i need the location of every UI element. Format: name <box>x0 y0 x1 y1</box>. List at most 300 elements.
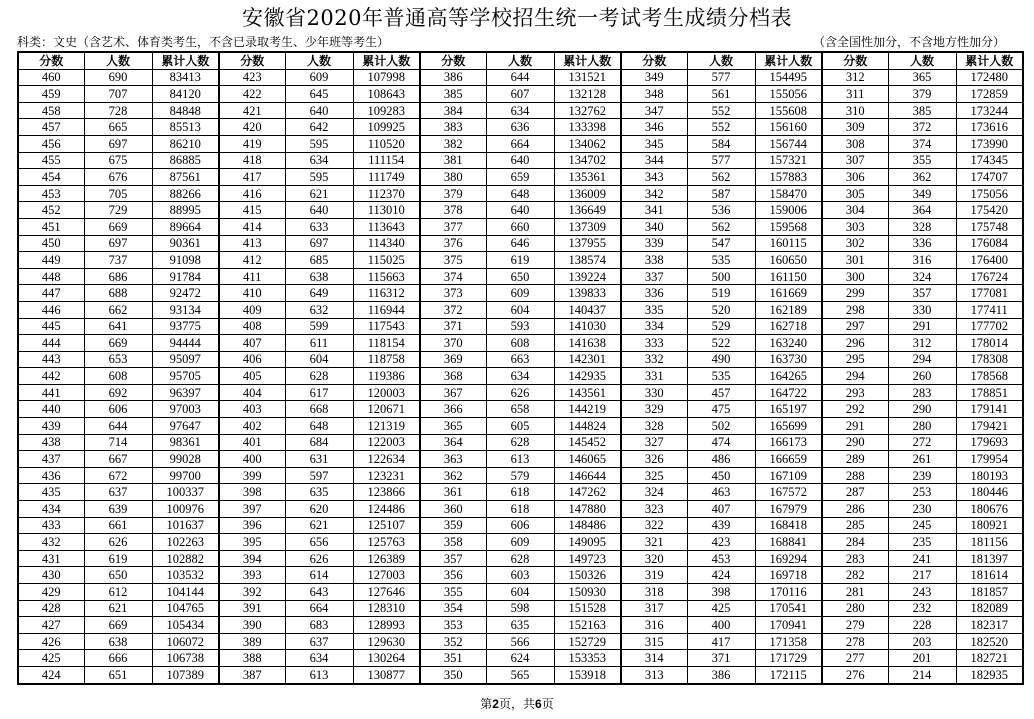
cumulative-cell: 87561 <box>152 169 219 186</box>
score-cell: 438 <box>18 434 84 451</box>
count-cell: 603 <box>486 567 554 584</box>
score-cell: 324 <box>621 484 687 501</box>
count-cell: 631 <box>285 451 353 468</box>
cumulative-cell: 122634 <box>353 451 420 468</box>
score-cell: 299 <box>822 285 888 302</box>
count-cell: 637 <box>84 484 152 501</box>
score-cell: 339 <box>621 235 687 252</box>
score-cell: 401 <box>219 434 285 451</box>
cumulative-header: 累计人数 <box>152 52 219 69</box>
count-cell: 618 <box>486 501 554 518</box>
count-cell: 349 <box>888 185 956 202</box>
count-cell: 675 <box>84 152 152 169</box>
cumulative-cell: 161150 <box>755 268 822 285</box>
count-cell: 316 <box>888 252 956 269</box>
score-cell: 307 <box>822 152 888 169</box>
score-cell: 393 <box>219 567 285 584</box>
cumulative-cell: 102263 <box>152 534 219 551</box>
cumulative-cell: 139833 <box>554 285 621 302</box>
cumulative-cell: 163730 <box>755 351 822 368</box>
score-cell: 381 <box>420 152 486 169</box>
cumulative-cell: 115025 <box>353 252 420 269</box>
cumulative-cell: 151528 <box>554 600 621 617</box>
count-cell: 641 <box>84 318 152 335</box>
cumulative-cell: 109283 <box>353 102 420 119</box>
cumulative-cell: 178308 <box>956 351 1023 368</box>
score-cell: 436 <box>18 467 84 484</box>
count-cell: 439 <box>687 517 755 534</box>
cumulative-cell: 182089 <box>956 600 1023 617</box>
score-cell: 293 <box>822 384 888 401</box>
score-cell: 394 <box>219 550 285 567</box>
cumulative-cell: 132128 <box>554 86 621 103</box>
table-row <box>18 584 1023 601</box>
cumulative-cell: 180676 <box>956 501 1023 518</box>
count-cell: 562 <box>687 218 755 235</box>
score-cell: 460 <box>18 69 84 86</box>
count-cell: 290 <box>888 401 956 418</box>
cumulative-cell: 177411 <box>956 301 1023 318</box>
cumulative-cell: 152729 <box>554 633 621 650</box>
cumulative-cell: 180921 <box>956 517 1023 534</box>
score-cell: 380 <box>420 169 486 186</box>
score-cell: 342 <box>621 185 687 202</box>
count-cell: 529 <box>687 318 755 335</box>
score-cell: 378 <box>420 202 486 219</box>
cumulative-cell: 155608 <box>755 102 822 119</box>
score-cell: 452 <box>18 202 84 219</box>
count-cell: 355 <box>888 152 956 169</box>
score-cell: 365 <box>420 418 486 435</box>
score-cell: 443 <box>18 351 84 368</box>
count-cell: 660 <box>486 218 554 235</box>
cumulative-cell: 123866 <box>353 484 420 501</box>
count-cell: 608 <box>84 368 152 385</box>
cumulative-cell: 158470 <box>755 185 822 202</box>
score-cell: 429 <box>18 584 84 601</box>
cumulative-cell: 99700 <box>152 467 219 484</box>
score-cell: 396 <box>219 517 285 534</box>
cumulative-cell: 164722 <box>755 384 822 401</box>
count-cell: 644 <box>486 69 554 86</box>
score-cell: 368 <box>420 368 486 385</box>
cumulative-cell: 171358 <box>755 633 822 650</box>
cumulative-cell: 173990 <box>956 135 1023 152</box>
score-cell: 289 <box>822 451 888 468</box>
count-cell: 371 <box>687 650 755 667</box>
cumulative-cell: 106738 <box>152 650 219 667</box>
cumulative-cell: 94444 <box>152 335 219 352</box>
count-cell: 662 <box>84 301 152 318</box>
table-row <box>18 517 1023 534</box>
score-cell: 304 <box>822 202 888 219</box>
cumulative-cell: 159568 <box>755 218 822 235</box>
score-cell: 369 <box>420 351 486 368</box>
table-row <box>18 534 1023 551</box>
score-cell: 284 <box>822 534 888 551</box>
score-cell: 371 <box>420 318 486 335</box>
score-cell: 367 <box>420 384 486 401</box>
cumulative-cell: 108643 <box>353 86 420 103</box>
cumulative-cell: 96397 <box>152 384 219 401</box>
table-row <box>18 119 1023 136</box>
footer-middle: 页，共 <box>498 697 535 711</box>
cumulative-cell: 126389 <box>353 550 420 567</box>
count-cell: 669 <box>84 335 152 352</box>
score-cell: 333 <box>621 335 687 352</box>
score-cell: 337 <box>621 268 687 285</box>
count-cell: 640 <box>486 152 554 169</box>
cumulative-cell: 172480 <box>956 69 1023 86</box>
score-cell: 319 <box>621 567 687 584</box>
cumulative-cell: 143561 <box>554 384 621 401</box>
score-cell: 419 <box>219 135 285 152</box>
cumulative-cell: 148486 <box>554 517 621 534</box>
count-cell: 407 <box>687 501 755 518</box>
cumulative-cell: 136649 <box>554 202 621 219</box>
count-cell: 667 <box>84 451 152 468</box>
count-cell: 728 <box>84 102 152 119</box>
score-cell: 312 <box>822 69 888 86</box>
cumulative-cell: 168418 <box>755 517 822 534</box>
table-row <box>18 202 1023 219</box>
score-cell: 326 <box>621 451 687 468</box>
count-cell: 598 <box>486 600 554 617</box>
score-cell: 457 <box>18 119 84 136</box>
count-cell: 417 <box>687 633 755 650</box>
cumulative-cell: 161669 <box>755 285 822 302</box>
cumulative-cell: 127003 <box>353 567 420 584</box>
count-cell: 683 <box>285 617 353 634</box>
table-row <box>18 633 1023 650</box>
score-cell: 309 <box>822 119 888 136</box>
count-cell: 714 <box>84 434 152 451</box>
cumulative-cell: 180193 <box>956 467 1023 484</box>
score-cell: 297 <box>822 318 888 335</box>
score-cell: 374 <box>420 268 486 285</box>
score-cell: 424 <box>18 666 84 683</box>
cumulative-cell: 150930 <box>554 584 621 601</box>
count-cell: 649 <box>285 285 353 302</box>
score-cell: 303 <box>822 218 888 235</box>
score-cell: 329 <box>621 401 687 418</box>
cumulative-cell: 142301 <box>554 351 621 368</box>
score-cell: 346 <box>621 119 687 136</box>
count-cell: 604 <box>486 301 554 318</box>
cumulative-cell: 95097 <box>152 351 219 368</box>
cumulative-cell: 171729 <box>755 650 822 667</box>
cumulative-cell: 177702 <box>956 318 1023 335</box>
score-cell: 383 <box>420 119 486 136</box>
cumulative-cell: 113010 <box>353 202 420 219</box>
cumulative-cell: 176724 <box>956 268 1023 285</box>
count-cell: 566 <box>486 633 554 650</box>
cumulative-cell: 93134 <box>152 301 219 318</box>
table-row <box>18 135 1023 152</box>
cumulative-cell: 99028 <box>152 451 219 468</box>
count-cell: 633 <box>285 218 353 235</box>
count-cell: 626 <box>84 534 152 551</box>
count-cell: 632 <box>285 301 353 318</box>
score-cell: 355 <box>420 584 486 601</box>
cumulative-cell: 132762 <box>554 102 621 119</box>
cumulative-cell: 155056 <box>755 86 822 103</box>
count-cell: 609 <box>486 285 554 302</box>
score-cell: 459 <box>18 86 84 103</box>
count-cell: 328 <box>888 218 956 235</box>
score-cell: 398 <box>219 484 285 501</box>
cumulative-cell: 95705 <box>152 368 219 385</box>
count-cell: 486 <box>687 451 755 468</box>
count-cell: 636 <box>486 119 554 136</box>
cumulative-cell: 179954 <box>956 451 1023 468</box>
count-cell: 203 <box>888 633 956 650</box>
cumulative-cell: 139224 <box>554 268 621 285</box>
score-cell: 352 <box>420 633 486 650</box>
total-page-count: 6 <box>535 697 542 711</box>
count-cell: 653 <box>84 351 152 368</box>
cumulative-cell: 167572 <box>755 484 822 501</box>
cumulative-cell: 146065 <box>554 451 621 468</box>
count-cell: 697 <box>84 235 152 252</box>
count-cell: 228 <box>888 617 956 634</box>
count-cell: 659 <box>486 169 554 186</box>
score-cell: 328 <box>621 418 687 435</box>
score-cell: 402 <box>219 418 285 435</box>
footer-suffix: 页 <box>541 697 554 711</box>
count-cell: 283 <box>888 384 956 401</box>
cumulative-cell: 179421 <box>956 418 1023 435</box>
count-cell: 261 <box>888 451 956 468</box>
count-cell: 214 <box>888 666 956 683</box>
count-cell: 365 <box>888 69 956 86</box>
cumulative-cell: 173616 <box>956 119 1023 136</box>
table-row <box>18 268 1023 285</box>
cumulative-cell: 115663 <box>353 268 420 285</box>
score-cell: 391 <box>219 600 285 617</box>
cumulative-cell: 167979 <box>755 501 822 518</box>
count-cell: 450 <box>687 467 755 484</box>
count-cell: 520 <box>687 301 755 318</box>
score-cell: 351 <box>420 650 486 667</box>
count-cell: 241 <box>888 550 956 567</box>
cumulative-cell: 175748 <box>956 218 1023 235</box>
count-cell: 424 <box>687 567 755 584</box>
score-cell: 314 <box>621 650 687 667</box>
cumulative-cell: 119386 <box>353 368 420 385</box>
count-cell: 684 <box>285 434 353 451</box>
score-cell: 360 <box>420 501 486 518</box>
subject-category-note: 科类：文史（含艺术、体育类考生，不含已录取考生、少年班等考生） <box>17 35 390 49</box>
score-cell: 456 <box>18 135 84 152</box>
count-cell: 294 <box>888 351 956 368</box>
cumulative-header: 累计人数 <box>554 52 621 69</box>
cumulative-cell: 107389 <box>152 666 219 683</box>
count-cell: 272 <box>888 434 956 451</box>
count-cell: 628 <box>486 434 554 451</box>
count-cell: 324 <box>888 268 956 285</box>
count-cell: 619 <box>84 550 152 567</box>
cumulative-cell: 118154 <box>353 335 420 352</box>
table-row <box>18 418 1023 435</box>
count-cell: 374 <box>888 135 956 152</box>
cumulative-cell: 179141 <box>956 401 1023 418</box>
cumulative-cell: 169294 <box>755 550 822 567</box>
score-cell: 296 <box>822 335 888 352</box>
cumulative-cell: 107998 <box>353 69 420 86</box>
cumulative-cell: 153918 <box>554 666 621 683</box>
cumulative-cell: 100337 <box>152 484 219 501</box>
count-cell: 398 <box>687 584 755 601</box>
table-row <box>18 102 1023 119</box>
score-cell: 422 <box>219 86 285 103</box>
score-cell: 347 <box>621 102 687 119</box>
score-header: 分数 <box>420 52 486 69</box>
score-cell: 425 <box>18 650 84 667</box>
score-cell: 423 <box>219 69 285 86</box>
count-cell: 626 <box>486 384 554 401</box>
count-cell: 697 <box>84 135 152 152</box>
count-cell: 535 <box>687 368 755 385</box>
cumulative-cell: 174345 <box>956 152 1023 169</box>
score-cell: 359 <box>420 517 486 534</box>
count-cell: 628 <box>486 550 554 567</box>
cumulative-cell: 89664 <box>152 218 219 235</box>
count-cell: 502 <box>687 418 755 435</box>
count-cell: 663 <box>486 351 554 368</box>
score-cell: 384 <box>420 102 486 119</box>
count-cell: 423 <box>687 534 755 551</box>
cumulative-cell: 181156 <box>956 534 1023 551</box>
count-cell: 640 <box>285 102 353 119</box>
score-cell: 308 <box>822 135 888 152</box>
cumulative-cell: 178014 <box>956 335 1023 352</box>
score-cell: 421 <box>219 102 285 119</box>
count-cell: 291 <box>888 318 956 335</box>
cumulative-cell: 133398 <box>554 119 621 136</box>
count-cell: 607 <box>486 86 554 103</box>
count-cell: 604 <box>486 584 554 601</box>
count-cell: 475 <box>687 401 755 418</box>
cumulative-cell: 111749 <box>353 169 420 186</box>
table-row <box>18 152 1023 169</box>
count-cell: 697 <box>285 235 353 252</box>
score-cell: 287 <box>822 484 888 501</box>
cumulative-cell: 141638 <box>554 335 621 352</box>
score-cell: 327 <box>621 434 687 451</box>
cumulative-cell: 84848 <box>152 102 219 119</box>
cumulative-cell: 176084 <box>956 235 1023 252</box>
count-cell: 705 <box>84 185 152 202</box>
count-cell: 665 <box>84 119 152 136</box>
count-cell: 626 <box>285 550 353 567</box>
footer-prefix: 第 <box>480 697 493 711</box>
cumulative-cell: 123231 <box>353 467 420 484</box>
count-cell: 635 <box>285 484 353 501</box>
count-cell: 648 <box>285 418 353 435</box>
score-cell: 285 <box>822 517 888 534</box>
count-cell: 604 <box>285 351 353 368</box>
score-cell: 321 <box>621 534 687 551</box>
score-cell: 325 <box>621 467 687 484</box>
count-cell: 618 <box>486 484 554 501</box>
subtitle-row <box>17 34 1017 50</box>
count-cell: 642 <box>285 119 353 136</box>
count-cell: 595 <box>285 169 353 186</box>
cumulative-cell: 181397 <box>956 550 1023 567</box>
score-cell: 386 <box>420 69 486 86</box>
count-cell: 658 <box>486 401 554 418</box>
cumulative-cell: 166173 <box>755 434 822 451</box>
cumulative-cell: 166659 <box>755 451 822 468</box>
count-cell: 621 <box>285 517 353 534</box>
score-cell: 358 <box>420 534 486 551</box>
score-cell: 345 <box>621 135 687 152</box>
score-cell: 405 <box>219 368 285 385</box>
score-cell: 458 <box>18 102 84 119</box>
cumulative-cell: 160115 <box>755 235 822 252</box>
score-cell: 283 <box>822 550 888 567</box>
count-cell: 634 <box>486 368 554 385</box>
cumulative-cell: 160650 <box>755 252 822 269</box>
score-cell: 335 <box>621 301 687 318</box>
count-cell: 217 <box>888 567 956 584</box>
score-cell: 357 <box>420 550 486 567</box>
cumulative-cell: 128310 <box>353 600 420 617</box>
cumulative-cell: 116312 <box>353 285 420 302</box>
page-title: 安徽省2020年普通高等学校招生统一考试考生成绩分档表 <box>242 6 792 30</box>
score-cell: 412 <box>219 252 285 269</box>
score-cell: 434 <box>18 501 84 518</box>
count-cell: 639 <box>84 501 152 518</box>
count-cell: 260 <box>888 368 956 385</box>
cumulative-cell: 111154 <box>353 152 420 169</box>
count-cell: 612 <box>84 584 152 601</box>
count-cell: 453 <box>687 550 755 567</box>
score-cell: 390 <box>219 617 285 634</box>
count-cell: 522 <box>687 335 755 352</box>
count-cell: 577 <box>687 69 755 86</box>
score-cell: 426 <box>18 633 84 650</box>
score-cell: 340 <box>621 218 687 235</box>
score-cell: 410 <box>219 285 285 302</box>
cumulative-cell: 91784 <box>152 268 219 285</box>
score-cell: 281 <box>822 584 888 601</box>
cumulative-header: 累计人数 <box>755 52 822 69</box>
count-cell: 565 <box>486 666 554 683</box>
count-cell: 364 <box>888 202 956 219</box>
cumulative-cell: 109925 <box>353 119 420 136</box>
cumulative-cell: 142935 <box>554 368 621 385</box>
table-row <box>18 335 1023 352</box>
score-cell: 330 <box>621 384 687 401</box>
count-cell: 606 <box>486 517 554 534</box>
cumulative-cell: 162189 <box>755 301 822 318</box>
cumulative-cell: 178568 <box>956 368 1023 385</box>
count-header: 人数 <box>84 52 152 69</box>
count-cell: 664 <box>285 600 353 617</box>
score-cell: 432 <box>18 534 84 551</box>
cumulative-cell: 172115 <box>755 666 822 683</box>
cumulative-cell: 178851 <box>956 384 1023 401</box>
score-cell: 277 <box>822 650 888 667</box>
score-cell: 454 <box>18 169 84 186</box>
cumulative-cell: 110520 <box>353 135 420 152</box>
cumulative-cell: 85513 <box>152 119 219 136</box>
cumulative-header: 累计人数 <box>353 52 420 69</box>
cumulative-cell: 149723 <box>554 550 621 567</box>
score-cell: 318 <box>621 584 687 601</box>
